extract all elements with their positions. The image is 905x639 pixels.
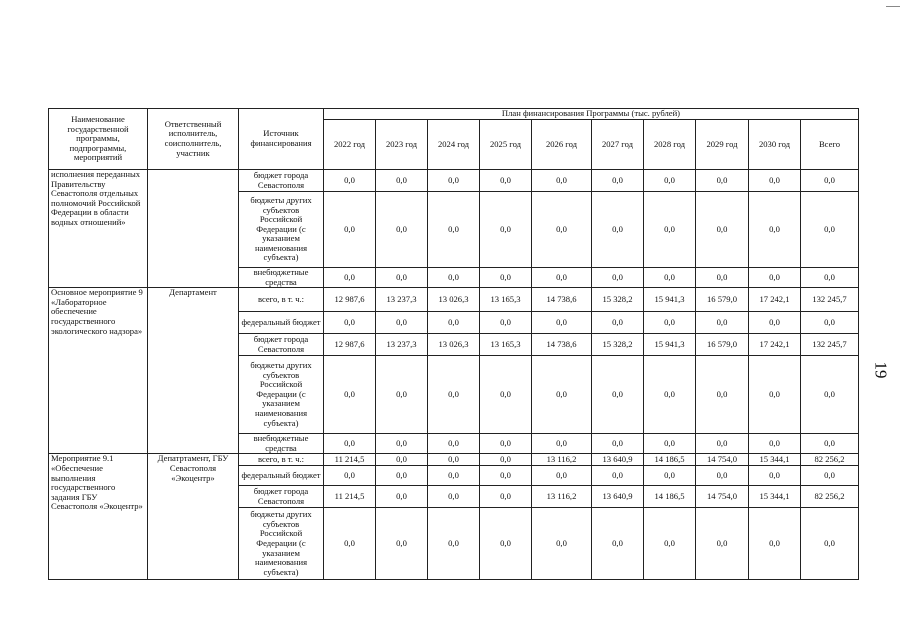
financing-table [48, 108, 859, 580]
year-value: 13 026,3 [428, 334, 480, 356]
year-value: 0,0 [696, 434, 749, 454]
year-value: 0,0 [480, 434, 532, 454]
header-year: 2026 год [532, 120, 592, 170]
year-value: 13 165,3 [480, 334, 532, 356]
year-value: 0,0 [592, 356, 644, 434]
year-value: 15 941,3 [644, 334, 696, 356]
year-value: 15 328,2 [592, 334, 644, 356]
year-value: 13 640,9 [592, 486, 644, 508]
event-name: Мероприятие 9.1 «Обеспечение выполнения государственного задания ГБУ Севастополя «Экоцентр» [49, 454, 148, 580]
year-value: 0,0 [532, 268, 592, 288]
funding-source: федеральный бюджет [239, 466, 324, 486]
year-value: 16 579,0 [696, 334, 749, 356]
year-value: 0,0 [376, 312, 428, 334]
funding-source: бюджеты других субъектов Российской Федерации (с указанием наименования субъекта) [239, 192, 324, 268]
year-value: 0,0 [749, 356, 801, 434]
year-value: 0,0 [592, 466, 644, 486]
header-year: Всего [801, 120, 859, 170]
year-value: 0,0 [644, 466, 696, 486]
year-value: 13 026,3 [428, 288, 480, 312]
year-value: 0,0 [592, 268, 644, 288]
year-value: 0,0 [376, 170, 428, 192]
year-value: 15 328,2 [592, 288, 644, 312]
year-value: 0,0 [749, 434, 801, 454]
year-value: 0,0 [376, 268, 428, 288]
year-value: 12 987,6 [324, 288, 376, 312]
year-value: 0,0 [749, 312, 801, 334]
year-value: 0,0 [592, 312, 644, 334]
year-value: 0,0 [428, 170, 480, 192]
year-value: 0,0 [376, 434, 428, 454]
year-value: 0,0 [428, 486, 480, 508]
table-row [49, 170, 859, 192]
year-value: 0,0 [696, 466, 749, 486]
year-value: 13 116,2 [532, 454, 592, 466]
year-value: 0,0 [376, 508, 428, 580]
header-responsible: Ответственный исполнитель, соисполнитель, участник [148, 109, 239, 170]
year-value: 0,0 [428, 268, 480, 288]
year-value: 13 165,3 [480, 288, 532, 312]
year-value: 0,0 [592, 170, 644, 192]
year-value: 0,0 [480, 268, 532, 288]
year-value: 0,0 [428, 192, 480, 268]
year-value: 0,0 [480, 486, 532, 508]
page-corner-mark [886, 6, 900, 7]
year-value: 0,0 [428, 312, 480, 334]
funding-source: бюджет города Севастополя [239, 170, 324, 192]
year-value: 0,0 [749, 466, 801, 486]
year-value: 0,0 [749, 192, 801, 268]
total-value: 0,0 [801, 192, 859, 268]
total-value: 0,0 [801, 508, 859, 580]
total-value: 0,0 [801, 356, 859, 434]
year-value: 0,0 [532, 508, 592, 580]
year-value: 14 186,5 [644, 486, 696, 508]
total-value: 82 256,2 [801, 486, 859, 508]
year-value: 0,0 [376, 192, 428, 268]
funding-source: бюджеты других субъектов Российской Федерации (с указанием наименования субъекта) [239, 508, 324, 580]
total-value: 0,0 [801, 434, 859, 454]
event-name: Основное мероприятие 9 «Лабораторное обеспечение государственного экологического надзора» [49, 288, 148, 454]
header-year: 2025 год [480, 120, 532, 170]
total-value: 132 245,7 [801, 334, 859, 356]
year-value: 0,0 [749, 508, 801, 580]
year-value: 0,0 [592, 434, 644, 454]
year-value: 0,0 [532, 312, 592, 334]
funding-source: бюджет города Севастополя [239, 486, 324, 508]
header-year: 2027 год [592, 120, 644, 170]
page-number: 19 [871, 361, 891, 379]
year-value: 0,0 [644, 312, 696, 334]
header-year: 2030 год [749, 120, 801, 170]
year-value: 0,0 [696, 312, 749, 334]
year-value: 0,0 [480, 454, 532, 466]
year-value: 12 987,6 [324, 334, 376, 356]
year-value: 17 242,1 [749, 288, 801, 312]
header-source: Источник финансирования [239, 109, 324, 170]
year-value: 0,0 [324, 508, 376, 580]
year-value: 14 754,0 [696, 454, 749, 466]
header-name: Наименование государственной программы, подпрограммы, мероприятий [49, 109, 148, 170]
year-value: 14 186,5 [644, 454, 696, 466]
funding-source: всего, в т. ч.: [239, 454, 324, 466]
year-value: 14 738,6 [532, 288, 592, 312]
total-value: 132 245,7 [801, 288, 859, 312]
year-value: 0,0 [644, 192, 696, 268]
year-value: 0,0 [428, 508, 480, 580]
year-value: 0,0 [644, 434, 696, 454]
year-value: 0,0 [532, 192, 592, 268]
year-value: 13 640,9 [592, 454, 644, 466]
table-row [49, 454, 859, 466]
funding-source: внебюджетные средства [239, 434, 324, 454]
year-value: 11 214,5 [324, 486, 376, 508]
year-value: 13 237,3 [376, 288, 428, 312]
total-value: 0,0 [801, 312, 859, 334]
year-value: 0,0 [376, 356, 428, 434]
year-value: 15 344,1 [749, 454, 801, 466]
year-value: 0,0 [324, 192, 376, 268]
year-value: 11 214,5 [324, 454, 376, 466]
year-value: 0,0 [532, 466, 592, 486]
year-value: 14 754,0 [696, 486, 749, 508]
total-value: 82 256,2 [801, 454, 859, 466]
funding-source: внебюджетные средства [239, 268, 324, 288]
year-value: 15 344,1 [749, 486, 801, 508]
year-value: 0,0 [324, 312, 376, 334]
header-year: 2029 год [696, 120, 749, 170]
year-value: 0,0 [532, 434, 592, 454]
year-value: 0,0 [324, 170, 376, 192]
year-value: 0,0 [480, 508, 532, 580]
event-name: исполнения переданных Правительству Севастополя отдельных полномочий Российской Федерации в области водных отношений» [49, 170, 148, 288]
year-value: 0,0 [532, 356, 592, 434]
header-year: 2028 год [644, 120, 696, 170]
year-value: 0,0 [428, 356, 480, 434]
year-value: 0,0 [749, 170, 801, 192]
funding-source: всего, в т. ч.: [239, 288, 324, 312]
year-value: 0,0 [376, 466, 428, 486]
year-value: 0,0 [428, 434, 480, 454]
year-value: 17 242,1 [749, 334, 801, 356]
year-value: 0,0 [696, 356, 749, 434]
year-value: 0,0 [324, 466, 376, 486]
total-value: 0,0 [801, 466, 859, 486]
year-value: 0,0 [696, 192, 749, 268]
year-value: 0,0 [376, 486, 428, 508]
year-value: 0,0 [428, 466, 480, 486]
year-value: 0,0 [644, 508, 696, 580]
year-value: 0,0 [480, 170, 532, 192]
year-value: 14 738,6 [532, 334, 592, 356]
header-plan: План финансирования Программы (тыс. рублей) [324, 109, 859, 120]
year-value: 0,0 [480, 356, 532, 434]
year-value: 0,0 [644, 170, 696, 192]
year-value: 0,0 [324, 434, 376, 454]
header-year: 2024 год [428, 120, 480, 170]
funding-source: федеральный бюджет [239, 312, 324, 334]
year-value: 15 941,3 [644, 288, 696, 312]
year-value: 13 116,2 [532, 486, 592, 508]
year-value: 0,0 [324, 268, 376, 288]
year-value: 0,0 [592, 192, 644, 268]
header-year: 2023 год [376, 120, 428, 170]
total-value: 0,0 [801, 268, 859, 288]
year-value: 0,0 [480, 312, 532, 334]
year-value: 0,0 [324, 356, 376, 434]
total-value: 0,0 [801, 170, 859, 192]
year-value: 0,0 [532, 170, 592, 192]
year-value: 13 237,3 [376, 334, 428, 356]
year-value: 0,0 [696, 268, 749, 288]
year-value: 0,0 [592, 508, 644, 580]
year-value: 0,0 [480, 192, 532, 268]
responsible-executor: Департамент [148, 288, 239, 454]
responsible-executor: Депатртамент, ГБУ Севастополя «Экоцентр» [148, 454, 239, 580]
year-value: 0,0 [644, 268, 696, 288]
year-value: 0,0 [749, 268, 801, 288]
responsible-executor [148, 170, 239, 288]
year-value: 0,0 [696, 170, 749, 192]
year-value: 0,0 [428, 454, 480, 466]
table-row [49, 288, 859, 312]
year-value: 0,0 [480, 466, 532, 486]
funding-source: бюджеты других субъектов Российской Федерации (с указанием наименования субъекта) [239, 356, 324, 434]
year-value: 0,0 [644, 356, 696, 434]
year-value: 0,0 [376, 454, 428, 466]
header-year: 2022 год [324, 120, 376, 170]
year-value: 0,0 [696, 508, 749, 580]
year-value: 16 579,0 [696, 288, 749, 312]
funding-source: бюджет города Севастополя [239, 334, 324, 356]
